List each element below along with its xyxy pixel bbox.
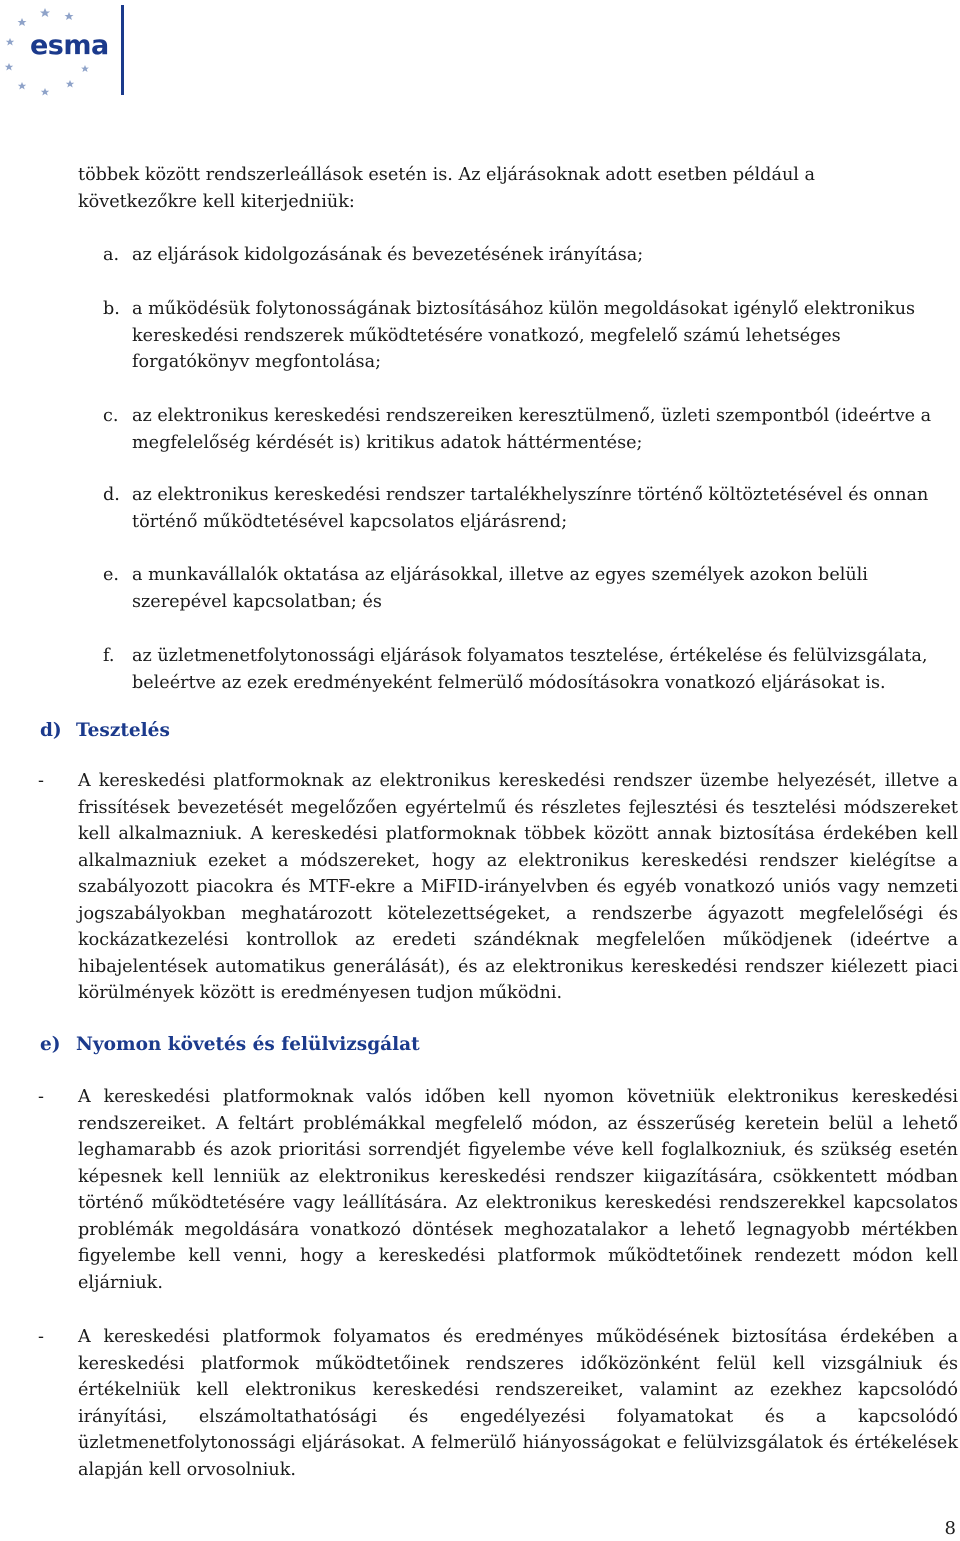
list-item-text: az elektronikus kereskedési rendszer tartalékhelyszínre történő költöztetésével és onnan történő működtetésével kapcsolatos eljárásrend;: [132, 485, 929, 532]
section-label: d): [40, 720, 62, 741]
list-item-text: az elektronikus kereskedési rendszereiken keresztülmenő, üzleti szempontból (ideértve a megfelelőség kérdését is) kritikus adatok háttérmentése;: [132, 406, 932, 453]
list-item-text: az üzletmenetfolytonossági eljárások folyamatos tesztelése, értékelése és felülvizsgálata, beleértve az ezek eredményeként felmerülő módosításokra vonatkozó eljárásokat is.: [132, 646, 928, 693]
list-item-label: a.: [103, 245, 120, 265]
list-item-text: a működésük folytonosságának biztosításához külön megoldásokat igénylő elektronikus kereskedési rendszerek működtetésére vonatkozó, megfelelő számú lehetséges forgatókönyv megfontolása;: [132, 299, 916, 372]
bullet-dash: -: [38, 771, 44, 791]
list-item-label: f.: [103, 646, 115, 666]
section-title: Tesztelés: [76, 720, 170, 741]
list-item-label: d.: [103, 485, 120, 505]
bullet-dash: -: [38, 1327, 44, 1347]
section-title: Nyomon követés és felülvizsgálat: [76, 1034, 420, 1055]
bullet-text: A kereskedési platformoknak az elektronikus kereskedési rendszer üzembe helyezését, illetve a frissítések bevezetését megelőzően egyértelmű és részletes fejlesztési és tesztelési módszereket kell alkalmazniuk. A kereskedési platformoknak többek között annak biztosítása érdekében kell alkalmazniuk ezeket a módszereket, hogy az elektronikus kereskedési rendszer kielégítse a szabályozott piacokra és MTF-ekre a MiFID-irányelvben és egyéb vonatkozó uniós vagy nemzeti jogszabályokban meghatározott kötelezettségeket, a rendszerbe ágyazott megfelelőségi és kockázatkezelési kontrollok az eredeti szándéknak megfelelően működjenek (ideértve a hibajelentések automatikus generálását), és az elektronikus kereskedési rendszer kiélezett piaci körülmények között is eredményesen tudjon működni.: [78, 771, 958, 1003]
bullet-text: A kereskedési platformoknak valós időben kell nyomon követniük elektronikus kereskedési rendszereiket. A feltárt problémákkal megfelelő módon, az ésszerűség keretein belül a lehető leghamarabb és azok prioritási sorrendjét figyelembe véve kell foglalkozniuk, és szükség esetén képesnek kell lenniük az elektronikus kereskedési rendszer kiigazítására, csökkentett módban történő működtetésére vagy leállítására. Az elektronikus kereskedési rendszerekkel kapcsolatos problémák megoldására vonatkozó döntések meghozatalakor a lehető legnagyobb mértékben figyelembe kell venni, hogy a kereskedési platformok működtetőinek rendezett módon kell eljárniuk.: [78, 1087, 958, 1293]
list-item-label: c.: [103, 406, 119, 426]
esma-logo: [0, 0, 130, 100]
header-divider: [121, 5, 124, 95]
list-item-text: a munkavállalók oktatása az eljárásokkal, illetve az egyes személyek azokon belüli szerepével kapcsolatban; és: [132, 565, 868, 612]
section-label: e): [40, 1034, 61, 1055]
intro-paragraph: többek között rendszerleállások esetén is. Az eljárásoknak adott esetben például a következőkre kell kiterjedniük:: [78, 165, 815, 212]
bullet-text: A kereskedési platformok folyamatos és eredményes működésének biztosítása érdekében a kereskedési platformok működtetőinek rendszeres időközönként felül kell vizsgálniuk és értékelniük kell elektronikus kereskedési rendszereiket, valamint az ezekhez kapcsolódó irányítási, elszámoltathatósági és engedélyezési folyamatokat és a kapcsolódó üzletmenetfolytonossági eljárásokat. A felmerülő hiányosságokat e felülvizsgálatok és értékelések alapján kell orvosolniuk.: [78, 1327, 958, 1480]
list-item-label: e.: [103, 565, 120, 585]
logo-wordmark: esma: [30, 30, 109, 61]
list-item-label: b.: [103, 299, 120, 319]
page-number: 8: [944, 1518, 956, 1539]
list-item-text: az eljárások kidolgozásának és bevezetésének irányítása;: [132, 245, 644, 265]
bullet-dash: -: [38, 1087, 44, 1107]
